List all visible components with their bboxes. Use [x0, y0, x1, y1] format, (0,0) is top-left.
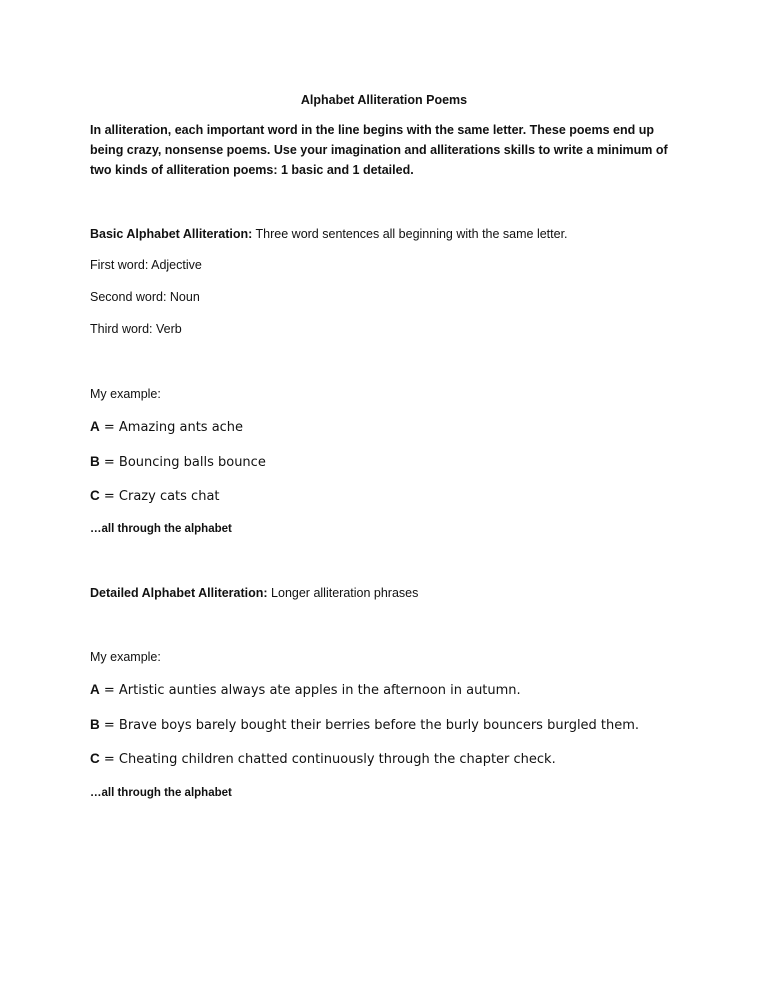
basic-example-b	[90, 452, 266, 473]
basic-description: Three word sentences all beginning with the same letter.	[252, 227, 568, 241]
basic-section-heading-line	[90, 224, 568, 244]
detailed-example-b	[90, 715, 639, 736]
example-text: = Crazy cats chat	[99, 489, 220, 504]
example-text: = Cheating children chatted continuously through the chapter check.	[99, 752, 556, 767]
rule-third-word: Third word: Verb	[90, 322, 182, 336]
detailed-example-label: My example:	[90, 650, 161, 664]
example-letter: B	[90, 717, 100, 732]
rule-first-word: First word: Adjective	[90, 258, 202, 272]
document-title: Alphabet Alliteration Poems	[300, 93, 468, 107]
detailed-heading: Detailed Alphabet Alliteration:	[90, 586, 268, 600]
example-letter: A	[90, 419, 100, 434]
basic-footer: …all through the alphabet	[90, 523, 232, 535]
detailed-example-a	[90, 680, 521, 701]
example-letter: A	[90, 682, 100, 697]
basic-example-label: My example:	[90, 387, 161, 401]
example-text: = Brave boys barely bought their berries before the burly bouncers burgled them.	[99, 718, 640, 733]
detailed-example-c	[90, 749, 556, 770]
rule-second-word: Second word: Noun	[90, 290, 200, 304]
detailed-section-heading-line	[90, 583, 418, 603]
detailed-footer: …all through the alphabet	[90, 787, 232, 799]
intro-paragraph: In alliteration, each important word in the line begins with the same letter. These poems end up being crazy, nonsense poems. Use your imagination and alliterations skills to write a minimum of two kinds of alliteration poems: 1 basic and 1 detailed.	[90, 123, 668, 177]
example-letter: C	[90, 751, 100, 766]
basic-example-c	[90, 486, 220, 507]
example-letter: C	[90, 488, 100, 503]
example-text: = Artistic aunties always ate apples in the afternoon in autumn.	[99, 683, 521, 698]
basic-example-a	[90, 417, 243, 438]
detailed-description: Longer alliteration phrases	[267, 586, 419, 600]
basic-heading: Basic Alphabet Alliteration:	[90, 227, 253, 241]
example-text: = Amazing ants ache	[99, 420, 244, 435]
example-text: = Bouncing balls bounce	[99, 455, 266, 470]
example-letter: B	[90, 454, 100, 469]
